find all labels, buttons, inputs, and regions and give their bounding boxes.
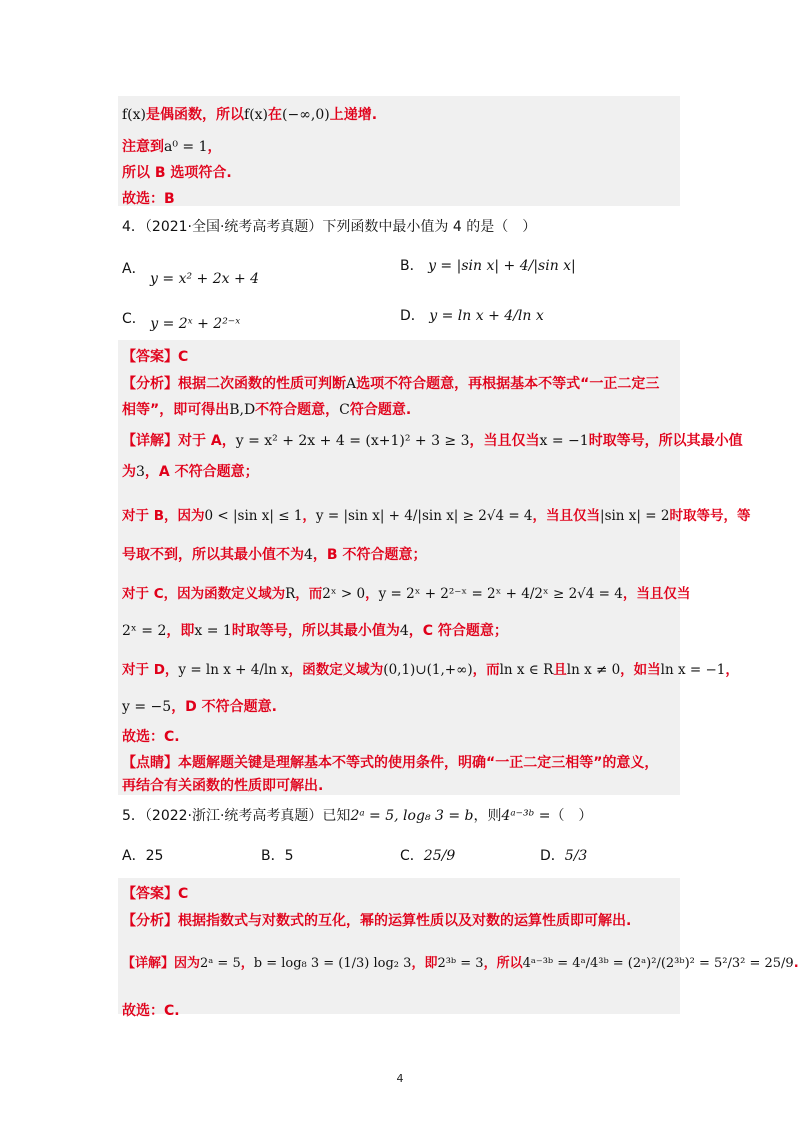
question-5-stem: 5．（2022·浙江·统考高考真题）已知2ᵃ = 5, log₈ 3 = b，则4ᵃ⁻³ᵇ =（ ） (122, 808, 593, 824)
q4-detail-line8: y = −5，D 不符合题意. (122, 699, 278, 715)
q4-option-a: A． y = x² + 2x + 4 (122, 261, 260, 287)
q4-option-d: D． y = ln x + 4/ln x (400, 308, 544, 324)
q5-analysis: 【分析】根据指数式与对数式的互化，幂的运算性质以及对数的运算性质即可解出. (122, 913, 632, 929)
box1-line4: 故选：B (122, 191, 175, 207)
question-4-stem: 4．（2021·全国·统考高考真题）下列函数中最小值为 4 的是（ ） (122, 219, 537, 235)
q4-selection: 故选：C. (122, 729, 180, 745)
q4-remark-line1: 【点睛】本题解题关键是理解基本不等式的使用条件，明确“一正二定三相等”的意义， (122, 755, 659, 771)
q4-detail-line1: 【详解】对于 A，y = x² + 2x + 4 = (x+1)² + 3 ≥ 3，当且仅当x = −1时取等号，所以其最小值 (122, 433, 743, 449)
q4-analysis-line1: 【分析】根据二次函数的性质可判断A选项不符合题意，再根据基本不等式“一正二定三 (122, 376, 660, 392)
q4-detail-line3: 对于 B，因为0 < |sin x| ≤ 1，y = |sin x| + 4/|sin x| ≥ 2√4 = 4，当且仅当|sin x| = 2时取等号，等 (122, 508, 751, 524)
q5-option-a: A．25 (122, 848, 164, 864)
box1-line1: f(x)是偶函数，所以f(x)在(−∞,0)上递增. (122, 107, 378, 123)
q5-option-c: C．25/9 (400, 848, 456, 864)
q5-option-d: D．5/3 (540, 848, 588, 864)
q4-detail-line2: 为3，A 不符合题意； (122, 464, 259, 480)
q4-answer: 【答案】C (122, 349, 189, 365)
q5-selection: 故选：C. (122, 1003, 180, 1019)
q4-option-b: B． y = |sin x| + 4/|sin x| (400, 258, 576, 274)
q5-answer: 【答案】C (122, 886, 189, 902)
q4-option-c: C． y = 2ˣ + 2²⁻ˣ (122, 311, 241, 332)
q4-detail-line7: 对于 D，y = ln x + 4/ln x，函数定义域为(0,1)∪(1,+∞)，而ln x ∈ R且ln x ≠ 0，如当ln x = −1， (122, 662, 739, 678)
box1-line2: 注意到a⁰ = 1， (122, 139, 222, 155)
solution-box-q5 (118, 878, 680, 1014)
box1-line3: 所以 B 选项符合. (122, 165, 232, 181)
q4-detail-line6: 2ˣ = 2，即x = 1时取等号，所以其最小值为4，C 符合题意； (122, 623, 508, 639)
q5-detail: 【详解】因为2ᵃ = 5，b = log₈ 3 = (1/3) log₂ 3，即2³ᵇ = 3，所以4ᵃ⁻³ᵇ = 4ᵃ/4³ᵇ = (2ᵃ)²/(2³ᵇ)² = 5²/3² = 25/9. (122, 956, 799, 971)
q5-option-b: B．5 (261, 848, 294, 864)
q4-detail-line4: 号取不到，所以其最小值不为4，B 不符合题意； (122, 547, 427, 563)
q4-analysis-line2: 相等”，即可得出B,D不符合题意，C符合题意. (122, 402, 412, 418)
page-number: 4 (396, 1072, 404, 1085)
q4-detail-line5: 对于 C，因为函数定义域为R，而2ˣ > 0，y = 2ˣ + 2²⁻ˣ = 2ˣ + 4/2ˣ ≥ 2√4 = 4，当且仅当 (122, 586, 691, 602)
q4-remark-line2: 再结合有关函数的性质即可解出. (122, 778, 324, 794)
